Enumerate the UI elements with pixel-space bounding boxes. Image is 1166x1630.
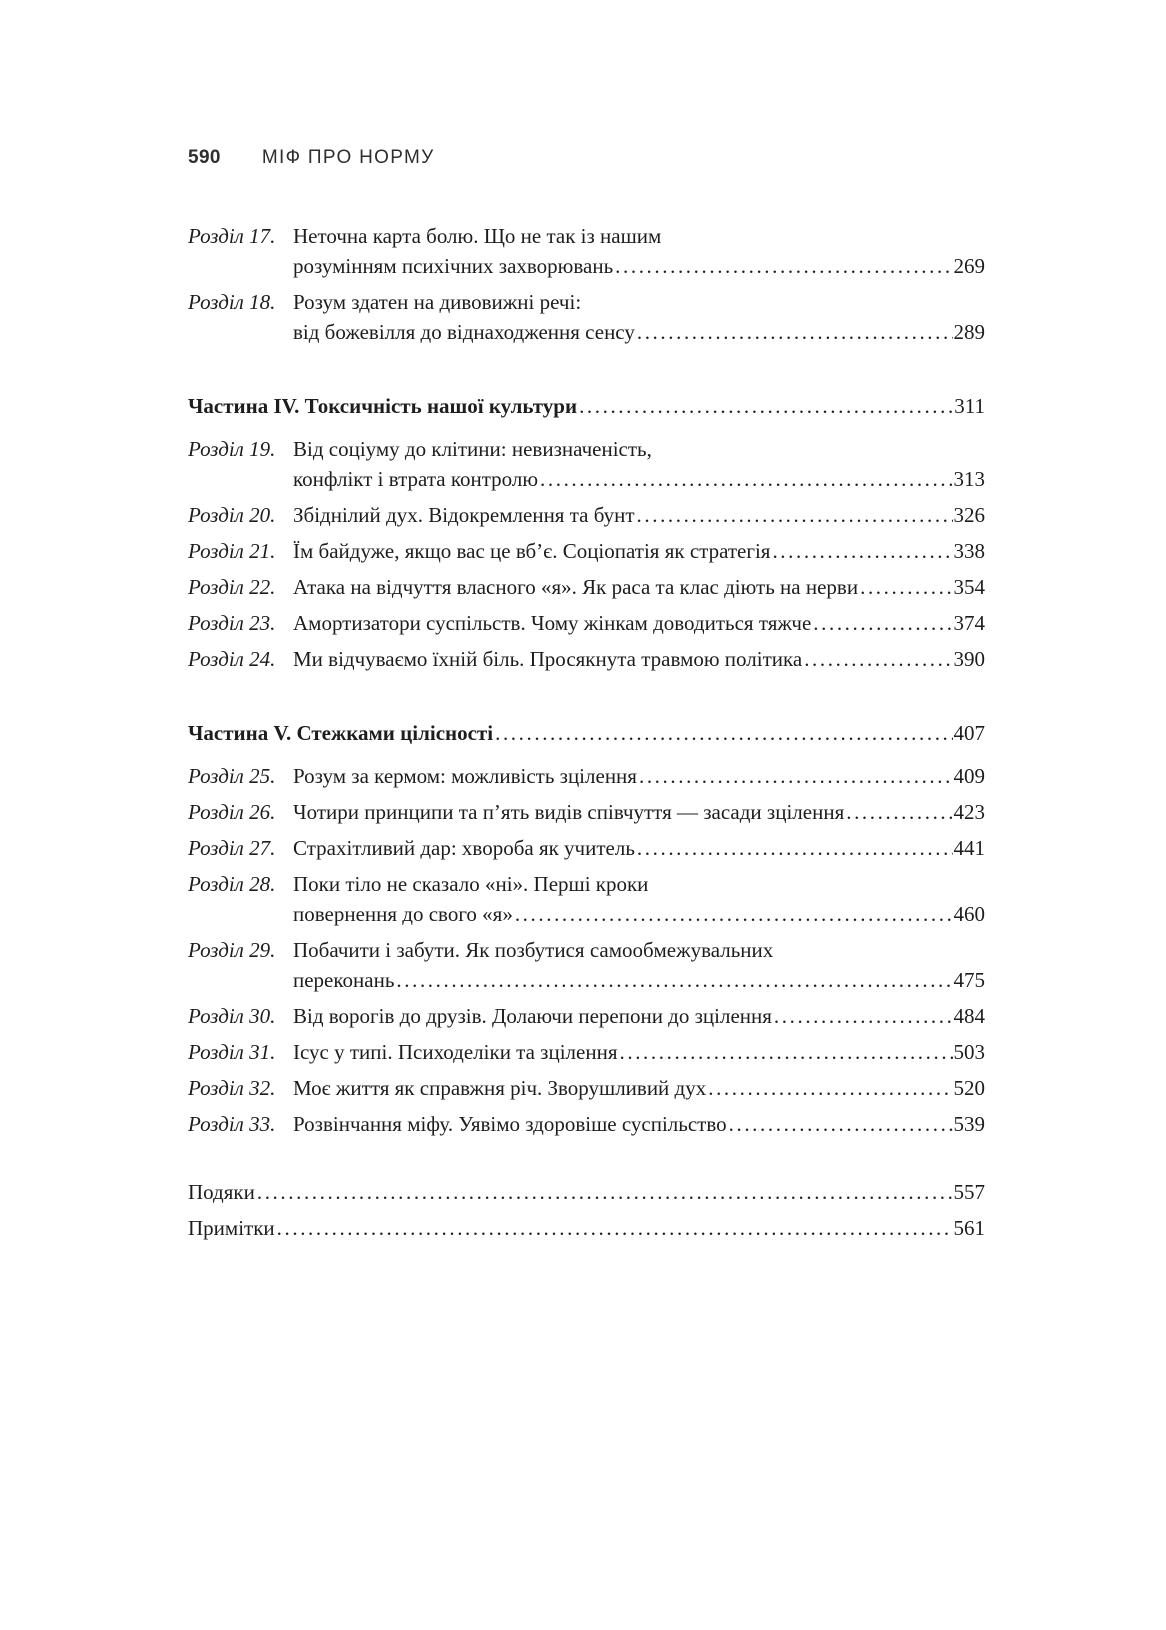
chapter-label: Розділ 32. [188, 1076, 276, 1100]
chapter-content [293, 644, 985, 674]
toc-part-heading [188, 391, 985, 421]
dot-leader [708, 1073, 952, 1103]
toc-entry [188, 500, 985, 530]
chapter-title: Ісус у типі. Психоделіки та зцілення [293, 1040, 618, 1064]
dot-leader [620, 1037, 953, 1067]
toc-entry [188, 536, 985, 566]
chapter-title: від божевілля до віднаходження сенсу [293, 320, 635, 344]
chapter-label: Розділ 33. [188, 1112, 276, 1136]
chapter-content [293, 221, 985, 281]
toc-row [293, 797, 985, 827]
toc-entry [188, 797, 985, 827]
chapter-title: конфлікт і втрата контролю [293, 467, 539, 491]
page-ref: 441 [953, 836, 985, 860]
chapter-label: Розділ 26. [188, 800, 276, 824]
dot-leader [637, 500, 953, 530]
toc-row [293, 317, 985, 347]
toc-entry [188, 869, 985, 929]
chapter-title: Від ворогів до друзів. Долаючи перепони до зцілення [293, 1004, 772, 1028]
chapter-content [293, 287, 985, 347]
dot-leader [774, 1001, 953, 1031]
chapter-content [293, 935, 985, 995]
toc-entry [188, 1001, 985, 1031]
chapter-title: Атака на відчуття власного «я». Як раса та клас діють на нерви [293, 575, 859, 599]
toc-row [293, 644, 985, 674]
toc-row [293, 608, 985, 638]
dot-leader [637, 833, 953, 863]
chapter-title: Амортизатори суспільств. Чому жінкам доводиться тяжче [293, 611, 812, 635]
dot-leader [495, 718, 952, 748]
chapter-title: Ми відчуваємо їхній біль. Просякнута травмою політика [293, 647, 803, 671]
page-ref: 269 [953, 254, 985, 278]
toc-entry [188, 221, 985, 281]
chapter-label: Розділ 27. [188, 836, 276, 860]
chapter-content [293, 869, 985, 929]
chapter-label: Розділ 17. [188, 224, 276, 248]
page-ref: 354 [953, 575, 985, 599]
toc-entry [188, 761, 985, 791]
toc-row [293, 833, 985, 863]
dot-leader [540, 464, 952, 494]
toc-row [293, 251, 985, 281]
page-ref: 539 [953, 1112, 985, 1136]
toc-row [293, 965, 985, 995]
chapter-title-line: Від соціуму до клітини: невизначеність, [293, 437, 652, 461]
toc-entry [188, 608, 985, 638]
toc-entry [188, 1073, 985, 1103]
dot-leader [277, 1213, 953, 1243]
chapter-label: Розділ 30. [188, 1004, 276, 1028]
toc-row [293, 1037, 985, 1067]
chapter-title: розумінням психічних захворювань [293, 254, 614, 278]
chapter-label: Розділ 22. [188, 575, 276, 599]
chapter-label: Розділ 19. [188, 437, 276, 461]
part-title: Частина IV. Токсичність нашої культури [188, 394, 578, 418]
page-ref: 374 [953, 611, 985, 635]
table-of-contents [188, 221, 985, 1243]
page-ref: 475 [953, 968, 985, 992]
chapter-label: Розділ 21. [188, 539, 276, 563]
dot-leader [729, 1109, 953, 1139]
chapter-title: Чотири принципи та п’ять видів співчуття — засади зцілення [293, 800, 845, 824]
page-ref: 520 [953, 1076, 985, 1100]
toc-row [293, 761, 985, 791]
toc-row [293, 1001, 985, 1031]
toc-entry [188, 572, 985, 602]
toc-entry [188, 935, 985, 995]
chapter-content [293, 572, 985, 602]
page-ref: 338 [953, 539, 985, 563]
chapter-label: Розділ 31. [188, 1040, 276, 1064]
page-ref: 313 [953, 467, 985, 491]
toc-entry [188, 287, 985, 347]
chapter-title-line: Поки тіло не сказало «ні». Перші кроки [293, 872, 649, 896]
toc-row [188, 391, 985, 421]
dot-leader [804, 644, 952, 674]
chapter-content [293, 434, 985, 494]
toc-entry [188, 1037, 985, 1067]
chapter-content [293, 500, 985, 530]
toc-entry [188, 434, 985, 494]
chapter-title: Їм байдуже, якщо вас це вб’є. Соціопатія як стратегія [293, 539, 771, 563]
page-ref: 409 [953, 764, 985, 788]
toc-backmatter-entry [188, 1213, 985, 1243]
dot-leader [515, 899, 953, 929]
chapter-label: Розділ 24. [188, 647, 276, 671]
chapter-label: Розділ 23. [188, 611, 276, 635]
toc-row [293, 500, 985, 530]
chapter-title-line: Побачити і забути. Як позбутися самообмежувальних [293, 938, 774, 962]
chapter-title: Страхітливий дар: хвороба як учитель [293, 836, 635, 860]
page-ref: 460 [953, 902, 985, 926]
page-ref: 311 [954, 394, 985, 418]
toc-entry [188, 833, 985, 863]
dot-leader [772, 536, 952, 566]
chapter-content [293, 833, 985, 863]
page-ref: 503 [953, 1040, 985, 1064]
page-ref: 484 [953, 1004, 985, 1028]
folio-page-number: 590 [188, 147, 221, 168]
chapter-content [293, 761, 985, 791]
toc-part-heading [188, 718, 985, 748]
chapter-title: Розум за кермом: можливість зцілення [293, 764, 637, 788]
chapter-title-line: Неточна карта болю. Що не так із нашим [293, 224, 662, 248]
chapter-content [293, 1001, 985, 1031]
dot-leader [639, 761, 953, 791]
toc-row [293, 1073, 985, 1103]
part-title: Частина V. Стежками цілісності [188, 721, 494, 745]
toc-row [293, 572, 985, 602]
chapter-label: Розділ 25. [188, 764, 276, 788]
chapter-content [293, 536, 985, 566]
chapter-content [293, 1037, 985, 1067]
dot-leader [846, 797, 952, 827]
dot-leader [579, 391, 953, 421]
chapter-content [293, 1109, 985, 1139]
dot-leader [396, 965, 952, 995]
dot-leader [637, 317, 953, 347]
dot-leader [615, 251, 952, 281]
chapter-label: Розділ 28. [188, 872, 276, 896]
toc-row [293, 1109, 985, 1139]
page-ref: 561 [953, 1216, 985, 1240]
dot-leader [860, 572, 952, 602]
toc-entry [188, 1109, 985, 1139]
toc-row [188, 718, 985, 748]
backmatter-title: Примітки [188, 1216, 275, 1240]
chapter-title: Розвінчання міфу. Уявімо здоровіше суспільство [293, 1112, 727, 1136]
chapter-title-line: Розум здатен на дивовижні речі: [293, 290, 582, 314]
chapter-content [293, 608, 985, 638]
chapter-label: Розділ 18. [188, 290, 276, 314]
dot-leader [257, 1177, 953, 1207]
backmatter-title: Подяки [188, 1180, 255, 1204]
page-ref: 557 [953, 1180, 985, 1204]
running-title: МІФ ПРО НОРМУ [261, 147, 435, 168]
toc-row [188, 1213, 985, 1243]
chapter-label: Розділ 29. [188, 938, 276, 962]
page-ref: 289 [953, 320, 985, 344]
chapter-title: переконань [293, 968, 395, 992]
dot-leader [813, 608, 952, 638]
page-ref: 326 [953, 503, 985, 527]
page-ref: 407 [953, 721, 985, 745]
page-ref: 390 [953, 647, 985, 671]
chapter-label: Розділ 20. [188, 503, 276, 527]
chapter-title: Збіднілий дух. Відокремлення та бунт [293, 503, 635, 527]
toc-row [293, 464, 985, 494]
page-ref: 423 [953, 800, 985, 824]
chapter-title: Моє життя як справжня річ. Зворушливий дух [293, 1076, 707, 1100]
toc-entry [188, 644, 985, 674]
chapter-content [293, 1073, 985, 1103]
chapter-content [293, 797, 985, 827]
toc-row [188, 1177, 985, 1207]
toc-row [293, 899, 985, 929]
chapter-title: повернення до свого «я» [293, 902, 513, 926]
toc-row [293, 536, 985, 566]
running-header [188, 147, 985, 169]
toc-backmatter-entry [188, 1177, 985, 1207]
